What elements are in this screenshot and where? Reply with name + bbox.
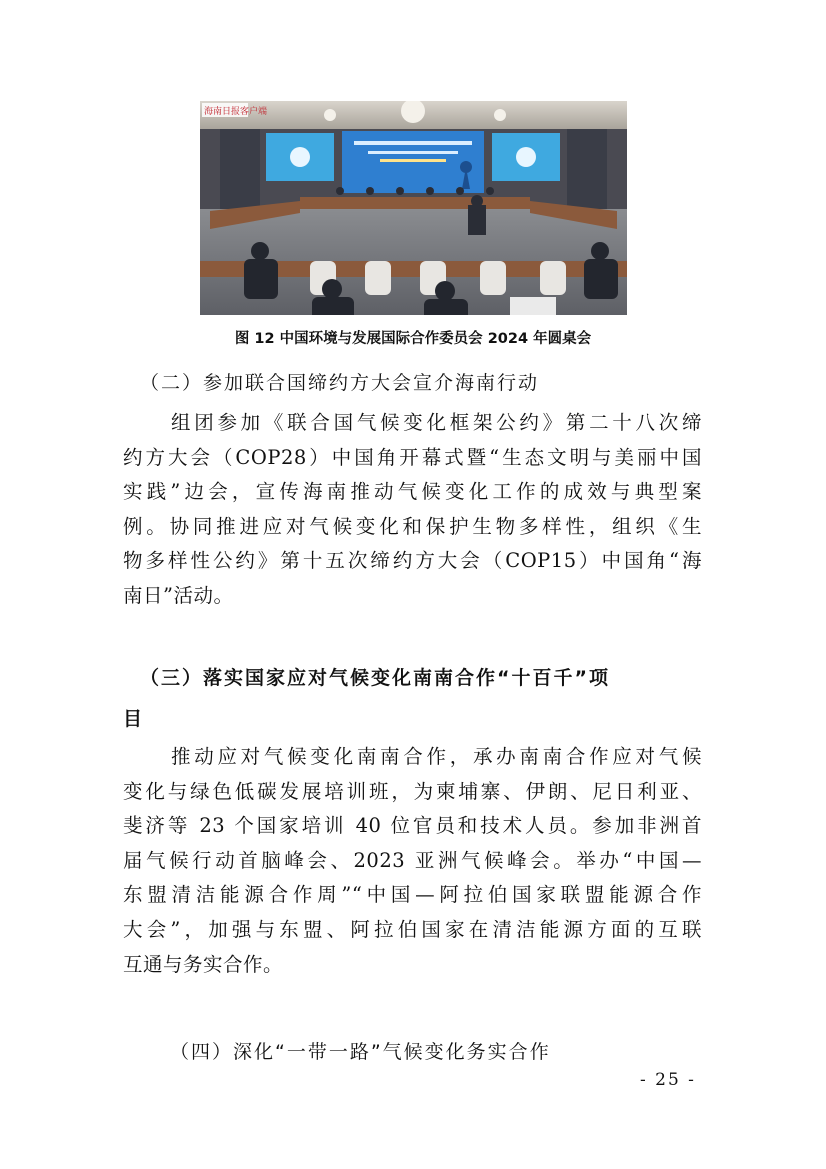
section-2-line: 例。协同推进应对气候变化和保护生物多样性，组织《生 <box>123 514 702 538</box>
section-2-heading: （二）参加联合国缔约方大会宣介海南行动 <box>140 372 540 394</box>
section-3-line: 互通与务实合作。 <box>123 952 284 976</box>
conference-photo <box>200 101 627 315</box>
watermark-text: 海南日报客户端 <box>204 107 268 117</box>
section-2-line: 约方大会（COP28）中国角开幕式暨“生态文明与美丽中国 <box>123 445 702 469</box>
section-3-line: 斐济等 23 个国家培训 40 位官员和技术人员。参加非洲首 <box>123 814 702 838</box>
section-3-line: 推动应对气候变化南南合作，承办南南合作应对气候 <box>171 745 702 768</box>
section-2-line: 组团参加《联合国气候变化框架公约》第二十八次缔 <box>171 411 702 434</box>
section-2-line: 南日”活动。 <box>123 583 234 607</box>
section-3-line: 届气候行动首脑峰会、2023 亚洲气候峰会。举办“中国— <box>123 848 702 872</box>
page-number: - 25 - <box>640 1070 696 1090</box>
section-3-heading: （三）落实国家应对气候变化南南合作“十百千”项 <box>140 667 610 689</box>
section-2-line: 物多样性公约》第十五次缔约方大会（COP15）中国角“海 <box>123 549 702 573</box>
section-3-line: 东盟清洁能源合作周”“中国—阿拉伯国家联盟能源合作 <box>123 883 702 907</box>
section-3-body <box>123 740 702 982</box>
section-3-heading-cont: 目 <box>123 708 145 730</box>
section-4-heading: （四）深化“一带一路”气候变化务实合作 <box>170 1041 551 1063</box>
section-3-line: 大会”，加强与东盟、阿拉伯国家在清洁能源方面的互联 <box>123 917 702 941</box>
section-2-body <box>123 406 702 614</box>
section-2-line: 实践”边会，宣传海南推动气候变化工作的成效与典型案 <box>123 480 702 504</box>
figure-caption: 图 12 中国环境与发展国际合作委员会 2024 年圆桌会 <box>234 331 592 347</box>
section-3-line: 变化与绿色低碳发展培训班，为柬埔寨、伊朗、尼日利亚、 <box>123 779 702 803</box>
